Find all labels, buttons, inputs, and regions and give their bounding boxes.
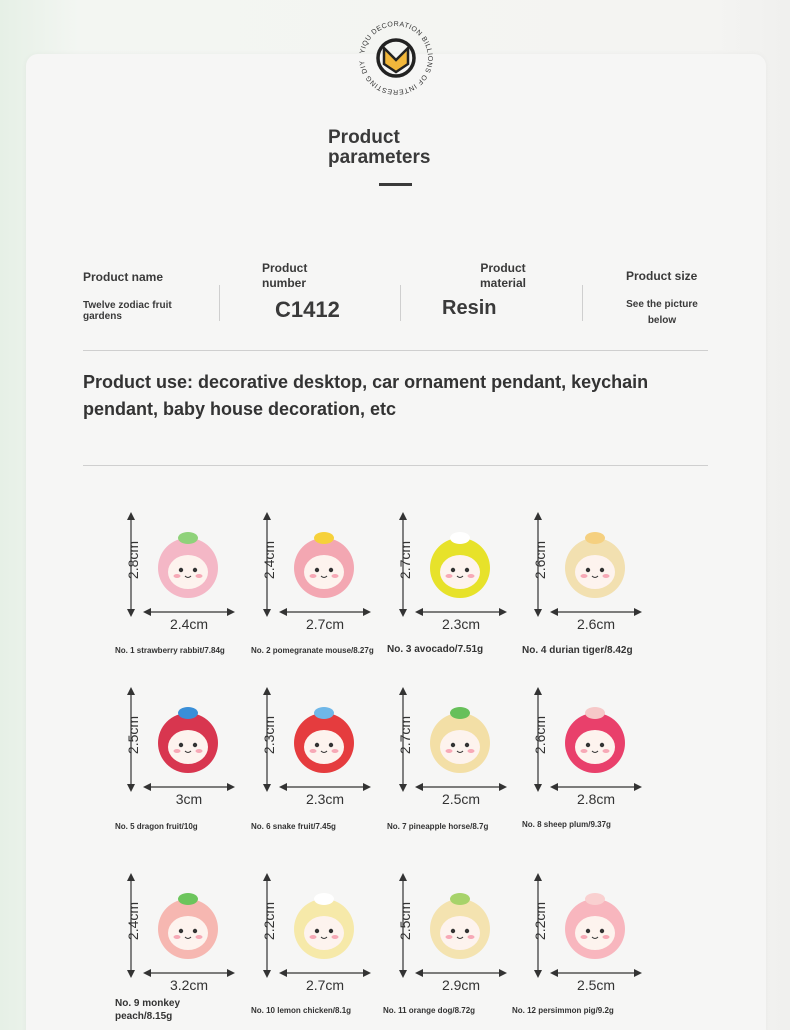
figurine-icon	[554, 883, 636, 965]
figurine-icon	[147, 522, 229, 604]
height-label: 2.7cm	[397, 715, 413, 755]
height-label: 2.6cm	[532, 540, 548, 580]
height-label: 2.4cm	[261, 540, 277, 580]
figurine-icon	[554, 697, 636, 779]
width-label: 2.7cm	[305, 616, 345, 632]
section-divider	[83, 465, 708, 466]
width-label: 2.4cm	[169, 616, 209, 632]
height-label: 2.8cm	[125, 540, 141, 580]
product-name-value: Twelve zodiac fruit gardens	[83, 300, 172, 322]
figurine-icon	[419, 697, 501, 779]
item-caption: No. 2 pomegranate mouse/8.27g	[251, 646, 374, 655]
width-label: 3.2cm	[169, 977, 209, 993]
item-caption: No. 4 durian tiger/8.42g	[522, 645, 633, 656]
width-label: 3cm	[175, 791, 203, 807]
item-caption: No. 10 lemon chicken/8.1g	[251, 1006, 352, 1015]
svg-text:YIQU DECORATION BILLIONS OF IN: YIQU DECORATION BILLIONS OF INTERESTING DIY	[359, 20, 434, 96]
item-caption: No. 3 avocado/7.51g	[387, 644, 484, 655]
height-label: 2.7cm	[397, 540, 413, 580]
product-material-label: Product material	[479, 261, 527, 290]
item-caption: No. 11 orange dog/8.72g	[383, 1006, 476, 1015]
product-use-text: Product use: decorative desktop, car ornament pendant, keychain pendant, baby house decoration, etc	[83, 372, 649, 419]
product-item	[522, 687, 672, 857]
height-label: 2.5cm	[397, 901, 413, 941]
logo-mark-icon	[378, 40, 414, 76]
divider	[219, 285, 220, 321]
height-label: 2.6cm	[532, 715, 548, 755]
figurine-icon	[283, 697, 365, 779]
product-material-value: Resin	[442, 297, 497, 319]
width-label: 2.3cm	[305, 791, 345, 807]
height-label: 2.3cm	[261, 715, 277, 755]
item-caption: No. 8 sheep plum/9.37g	[522, 820, 611, 829]
product-name-label: Product name	[83, 270, 164, 284]
figurine-icon	[283, 883, 365, 965]
height-label: 2.5cm	[125, 715, 141, 755]
product-size-value: See the picture below	[626, 299, 698, 326]
figurine-icon	[419, 522, 501, 604]
product-item	[115, 687, 265, 857]
height-label: 2.2cm	[261, 901, 277, 941]
width-label: 2.9cm	[441, 977, 481, 993]
figurine-icon	[147, 883, 229, 965]
width-label: 2.8cm	[576, 791, 616, 807]
product-item	[115, 873, 265, 1030]
product-item	[115, 512, 265, 682]
product-item	[387, 687, 537, 857]
section-divider	[83, 350, 708, 351]
width-label: 2.3cm	[441, 616, 481, 632]
brand-logo	[356, 18, 436, 98]
item-caption: No. 6 snake fruit/7.45g	[251, 822, 336, 831]
product-number-label: Product number	[262, 261, 308, 290]
product-item	[251, 512, 401, 682]
product-item	[522, 512, 672, 682]
product-item	[251, 687, 401, 857]
divider	[400, 285, 401, 321]
divider	[582, 285, 583, 321]
item-caption: No. 1 strawberry rabbit/7.84g	[115, 646, 225, 655]
width-label: 2.5cm	[441, 791, 481, 807]
width-label: 2.5cm	[576, 977, 616, 993]
width-label: 2.7cm	[305, 977, 345, 993]
product-item	[512, 873, 672, 1030]
item-caption: No. 12 persimmon pig/9.2g	[512, 1006, 614, 1015]
height-label: 2.4cm	[125, 901, 141, 941]
title-underline	[379, 183, 412, 186]
width-label: 2.6cm	[576, 616, 616, 632]
item-caption: No. 9 monkey peach/8.15g	[115, 998, 181, 1022]
product-size-label: Product size	[626, 269, 698, 283]
item-caption: No. 7 pineapple horse/8.7g	[387, 822, 489, 831]
figurine-icon	[283, 522, 365, 604]
figurine-icon	[554, 522, 636, 604]
product-item	[387, 512, 537, 682]
figurine-icon	[419, 883, 501, 965]
product-item	[251, 873, 401, 1030]
page-title: Product parameters	[328, 127, 431, 168]
item-caption: No. 5 dragon fruit/10g	[115, 822, 198, 831]
height-label: 2.2cm	[532, 901, 548, 941]
product-number-value: C1412	[275, 297, 340, 322]
figurine-icon	[147, 697, 229, 779]
